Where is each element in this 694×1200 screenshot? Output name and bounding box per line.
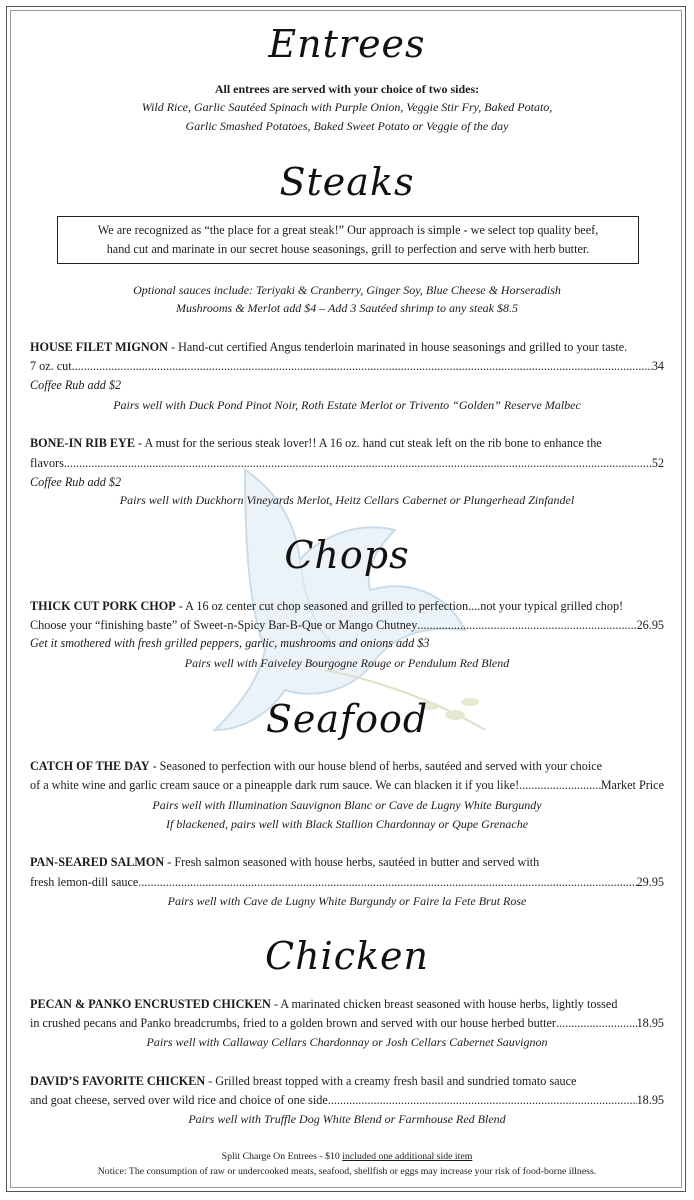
davids-price-line xyxy=(30,1091,664,1109)
catch-pairing-blackened: If blackened, pairs well with Black Stallion Chardonnay or Qupe Grenache xyxy=(165,817,529,831)
pecan-price: 18.95 xyxy=(636,1016,664,1030)
porkchop-title-line xyxy=(30,597,664,615)
davids-price: 18.95 xyxy=(636,1093,664,1107)
porkchop-leader-dots xyxy=(417,616,636,634)
ribeye-description: - A must for the serious steak lover!! A 16 oz. hand cut steak left on the rib bone to enhance the xyxy=(134,436,602,450)
pecan-name: PECAN & PANKO ENCRUSTED CHICKEN xyxy=(30,997,271,1011)
split-charge-text: Split Charge On Entrees - $10 xyxy=(221,1151,343,1162)
split-charge-note xyxy=(0,1150,694,1163)
davids-preparation: and goat cheese, served over wild rice and choice of one side xyxy=(30,1093,328,1107)
filet-description: - Hand-cut certified Angus tenderloin marinated in house seasonings and grilled to your taste. xyxy=(167,340,628,354)
filet-title-line xyxy=(30,338,664,356)
pecan-pairing: Pairs well with Callaway Cellars Chardonnay or Josh Cellars Cabernet Sauvignon xyxy=(146,1035,548,1049)
section-title-seafood: Seafood xyxy=(265,697,429,741)
pecan-price-line xyxy=(30,1014,664,1032)
section-title-chicken: Chicken xyxy=(265,934,429,978)
catch-price: Market Price xyxy=(600,778,664,792)
salmon-sauce: fresh lemon-dill sauce xyxy=(30,875,139,889)
filet-addon: Coffee Rub add $2 xyxy=(30,378,122,392)
catch-leader-dots xyxy=(519,776,601,794)
entrees-sides-headline: All entrees are served with your choice of two sides: xyxy=(214,82,480,96)
porkchop-price-line xyxy=(30,616,664,634)
catch-name: CATCH OF THE DAY xyxy=(30,759,150,773)
entrees-sides-line-2: Garlic Smashed Potatoes, Baked Sweet Potato or Veggie of the day xyxy=(185,119,509,133)
ribeye-leader-dots xyxy=(64,454,652,472)
catch-sauce-options: of a white wine and garlic cream sauce or a pineapple dark rum sauce. We can blacken it if you like! xyxy=(30,778,520,792)
split-charge-side-item: included one additional side item xyxy=(342,1151,473,1162)
porkchop-addon: Get it smothered with fresh grilled peppers, garlic, mushrooms and onions add $3 xyxy=(30,636,430,650)
catch-price-line xyxy=(30,776,664,794)
filet-price-line xyxy=(30,357,664,375)
pecan-description: - A marinated chicken breast seasoned with house herbs, lightly tossed xyxy=(270,997,618,1011)
steak-intro-line-1: We are recognized as “the place for a great steak!” Our approach is simple - we select top quality beef, xyxy=(97,223,599,237)
filet-pairing: Pairs well with Duck Pond Pinot Noir, Roth Estate Merlot or Trivento “Golden” Reserve Malbec xyxy=(113,398,581,412)
steak-intro-line-2: hand cut and marinate in our secret house seasonings, grill to perfection and serve with herb butter. xyxy=(106,242,590,256)
steak-intro-box xyxy=(57,216,639,264)
sauces-line-2: Mushrooms & Merlot add $4 – Add 3 Sautéed shrimp to any steak $8.5 xyxy=(176,301,518,315)
ribeye-price-line xyxy=(30,454,664,472)
catch-description: - Seasoned to perfection with our house blend of herbs, sautéed and served with your choice xyxy=(149,759,603,773)
pecan-title-line xyxy=(30,995,664,1013)
porkchop-pairing: Pairs well with Faiveley Bourgogne Rouge or Pendulum Red Blend xyxy=(184,656,510,670)
porkchop-price: 26.95 xyxy=(636,618,664,632)
salmon-title-line xyxy=(30,853,664,871)
filet-name: HOUSE FILET MIGNON xyxy=(30,340,168,354)
porkchop-description: - A 16 oz center cut chop seasoned and grilled to perfection....not your typical grilled chop! xyxy=(175,599,624,613)
salmon-description: - Fresh salmon seasoned with house herbs, sautéed in butter and served with xyxy=(164,855,540,869)
davids-description: - Grilled breast topped with a creamy fresh basil and sundried tomato sauce xyxy=(205,1074,577,1088)
ribeye-portion: flavors xyxy=(30,456,64,470)
salmon-price-line xyxy=(30,873,664,891)
davids-leader-dots xyxy=(328,1091,637,1109)
ribeye-addon: Coffee Rub add $2 xyxy=(30,475,122,489)
catch-title-line xyxy=(30,757,664,775)
porkchop-baste: Choose your “finishing baste” of Sweet-n-Spicy Bar-B-Que or Mango Chutney xyxy=(30,618,418,632)
section-title-chops: Chops xyxy=(284,533,410,577)
filet-portion: 7 oz. cut xyxy=(30,359,72,373)
entrees-sides-line-1: Wild Rice, Garlic Sautéed Spinach with Purple Onion, Veggie Stir Fry, Baked Potato, xyxy=(141,100,553,114)
food-safety-notice: Notice: The consumption of raw or undercooked meats, seafood, shellfish or eggs may increase your risk of food-borne illness. xyxy=(97,1166,597,1177)
ribeye-price: 52 xyxy=(651,456,664,470)
filet-leader-dots xyxy=(72,357,652,375)
salmon-leader-dots xyxy=(138,873,636,891)
pecan-leader-dots xyxy=(556,1014,637,1032)
section-title-entrees: Entrees xyxy=(268,22,426,66)
sauces-line-1: Optional sauces include: Teriyaki & Cranberry, Ginger Soy, Blue Cheese & Horseradish xyxy=(133,283,561,297)
ribeye-title-line xyxy=(30,434,664,452)
filet-price: 34 xyxy=(651,359,664,373)
porkchop-name: THICK CUT PORK CHOP xyxy=(30,599,176,613)
salmon-price: 29.95 xyxy=(636,875,664,889)
ribeye-pairing: Pairs well with Duckhorn Vineyards Merlot, Heitz Cellars Cabernet or Plungerhead Zinfandel xyxy=(119,493,575,507)
davids-pairing: Pairs well with Truffle Dog White Blend or Farmhouse Red Blend xyxy=(188,1112,506,1126)
catch-pairing: Pairs well with Illumination Sauvignon Blanc or Cave de Lugny White Burgundy xyxy=(152,798,542,812)
ribeye-name: BONE-IN RIB EYE xyxy=(30,436,135,450)
salmon-pairing: Pairs well with Cave de Lugny White Burgundy or Faire la Fete Brut Rose xyxy=(167,894,527,908)
pecan-preparation: in crushed pecans and Panko breadcrumbs, fried to a golden brown and served with our house herbed butter xyxy=(30,1016,556,1030)
davids-title-line xyxy=(30,1072,664,1090)
salmon-name: PAN-SEARED SALMON xyxy=(30,855,165,869)
davids-name: DAVID’S FAVORITE CHICKEN xyxy=(30,1074,206,1088)
section-title-steaks: Steaks xyxy=(279,160,415,204)
